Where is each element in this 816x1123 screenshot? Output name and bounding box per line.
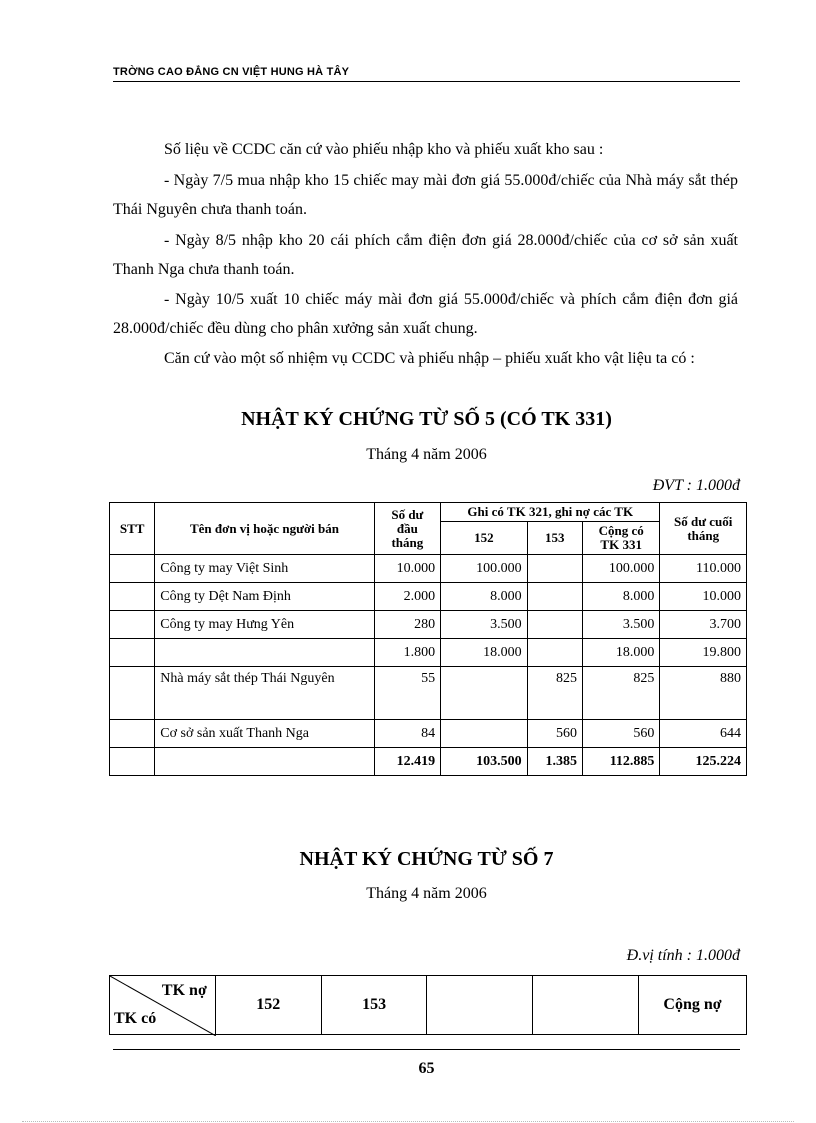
cell-closing: 880 [660,667,747,720]
cell-stt [110,583,155,611]
journal5-title: NHẬT KÝ CHỨNG TỪ SỐ 5 (CÓ TK 331) [241,408,612,430]
cell-total: 825 [582,667,659,720]
footer-divider [113,1049,740,1050]
cell-152: 18.000 [441,639,528,667]
cell-stt [110,748,155,776]
cell-total: 18.000 [582,639,659,667]
page-bottom-dotted-line [22,1121,794,1122]
cell-total: 560 [582,720,659,748]
cell-stt [110,720,155,748]
table-row [110,667,747,720]
header-name: Tên đơn vị hoặc người bán [155,503,374,555]
header-opening: Số dư đầu tháng [374,503,440,555]
journal5-subtitle: Tháng 4 năm 2006 [366,446,487,463]
cell-closing: 110.000 [660,555,747,583]
page-number: 65 [418,1060,435,1077]
cell-closing: 3.700 [660,611,747,639]
header-blank-2 [533,976,639,1035]
cell-153 [527,639,582,667]
journal7-header-row [110,976,747,1035]
total-153: 1.385 [527,748,582,776]
cell-153: 560 [527,720,582,748]
cell-name: Công ty may Việt Sinh [155,555,374,583]
cell-opening: 10.000 [374,555,440,583]
table-row [110,639,747,667]
cell-opening: 280 [374,611,440,639]
cell-total: 100.000 [582,555,659,583]
cell-153 [527,555,582,583]
table-row [110,555,747,583]
cell-152: 100.000 [441,555,528,583]
cell-stt [110,611,155,639]
cell-opening: 55 [374,667,440,720]
header-153: 153 [527,522,582,555]
table-header-row [110,503,747,522]
cell-name: Công ty Dệt Nam Định [155,583,374,611]
table-row [110,611,747,639]
journal5-unit: ĐVT : 1.000đ [652,477,740,494]
total-331: 112.885 [582,748,659,776]
total-closing: 125.224 [660,748,747,776]
cell-name [155,748,374,776]
journal7-title: NHẬT KÝ CHỨNG TỪ SỐ 7 [299,848,554,870]
header-152: 152 [215,976,321,1035]
paragraph-item-1: - Ngày 7/5 mua nhập kho 15 chiếc may mài đơn giá 55.000đ/chiếc của Nhà máy sắt thép Thái Nguyên chưa thanh toán. [113,172,738,218]
cell-153: 825 [527,667,582,720]
header-152: 152 [441,522,528,555]
cell-name [155,639,374,667]
total-opening: 12.419 [374,748,440,776]
paragraph-conclusion: Căn cứ vào một số nhiệm vụ CCDC và phiếu nhập – phiếu xuất kho vật liệu ta có : [164,350,695,367]
corner-cell [110,976,216,1035]
table-total-row [110,748,747,776]
cell-name: Cơ sở sản xuất Thanh Nga [155,720,374,748]
cell-opening: 84 [374,720,440,748]
cell-opening: 1.800 [374,639,440,667]
paragraph-intro: Số liệu về CCDC căn cứ vào phiếu nhập kho và phiếu xuất kho sau : [164,141,604,158]
cell-153 [527,611,582,639]
paragraph-item-2: - Ngày 8/5 nhập kho 20 cái phích cắm điện đơn giá 28.000đ/chiếc của cơ sở sản xuất Thanh Nga chưa thanh toán. [113,232,738,278]
cell-stt [110,639,155,667]
table-row [110,583,747,611]
cell-152: 3.500 [441,611,528,639]
header-blank-1 [427,976,533,1035]
cell-152: 8.000 [441,583,528,611]
corner-bottom-label: TK có [114,1010,157,1027]
cell-152 [441,667,528,720]
header-closing: Số dư cuối tháng [660,503,747,555]
journal5-table [109,502,747,776]
header-group: Ghi có TK 321, ghi nợ các TK [441,503,660,522]
page-header: TRỜNG CAO ĐẲNG CN VIỆT HUNG HÀ TÂY [113,66,740,82]
journal7-table [109,975,747,1035]
cell-closing: 10.000 [660,583,747,611]
cell-name: Nhà máy sắt thép Thái Nguyên [155,667,374,720]
header-total331: Cộng có TK 331 [582,522,659,555]
cell-opening: 2.000 [374,583,440,611]
journal7-unit: Đ.vị tính : 1.000đ [626,947,740,964]
cell-stt [110,667,155,720]
header-stt: STT [110,503,155,555]
table-row [110,720,747,748]
cell-total: 8.000 [582,583,659,611]
cell-closing: 19.800 [660,639,747,667]
cell-closing: 644 [660,720,747,748]
header-153: 153 [321,976,427,1035]
cell-name: Công ty may Hưng Yên [155,611,374,639]
cell-152 [441,720,528,748]
header-total-debit: Cộng nợ [639,976,747,1035]
journal7-subtitle: Tháng 4 năm 2006 [366,885,487,902]
cell-stt [110,555,155,583]
paragraph-item-3: - Ngày 10/5 xuất 10 chiếc máy mài đơn giá 55.000đ/chiếc và phích cắm điện đơn giá 28.000đ/chiếc đều dùng cho phân xưởng sản xuất chung. [113,291,738,337]
cell-total: 3.500 [582,611,659,639]
total-152: 103.500 [441,748,528,776]
corner-top-label: TK nợ [161,982,207,999]
cell-153 [527,583,582,611]
